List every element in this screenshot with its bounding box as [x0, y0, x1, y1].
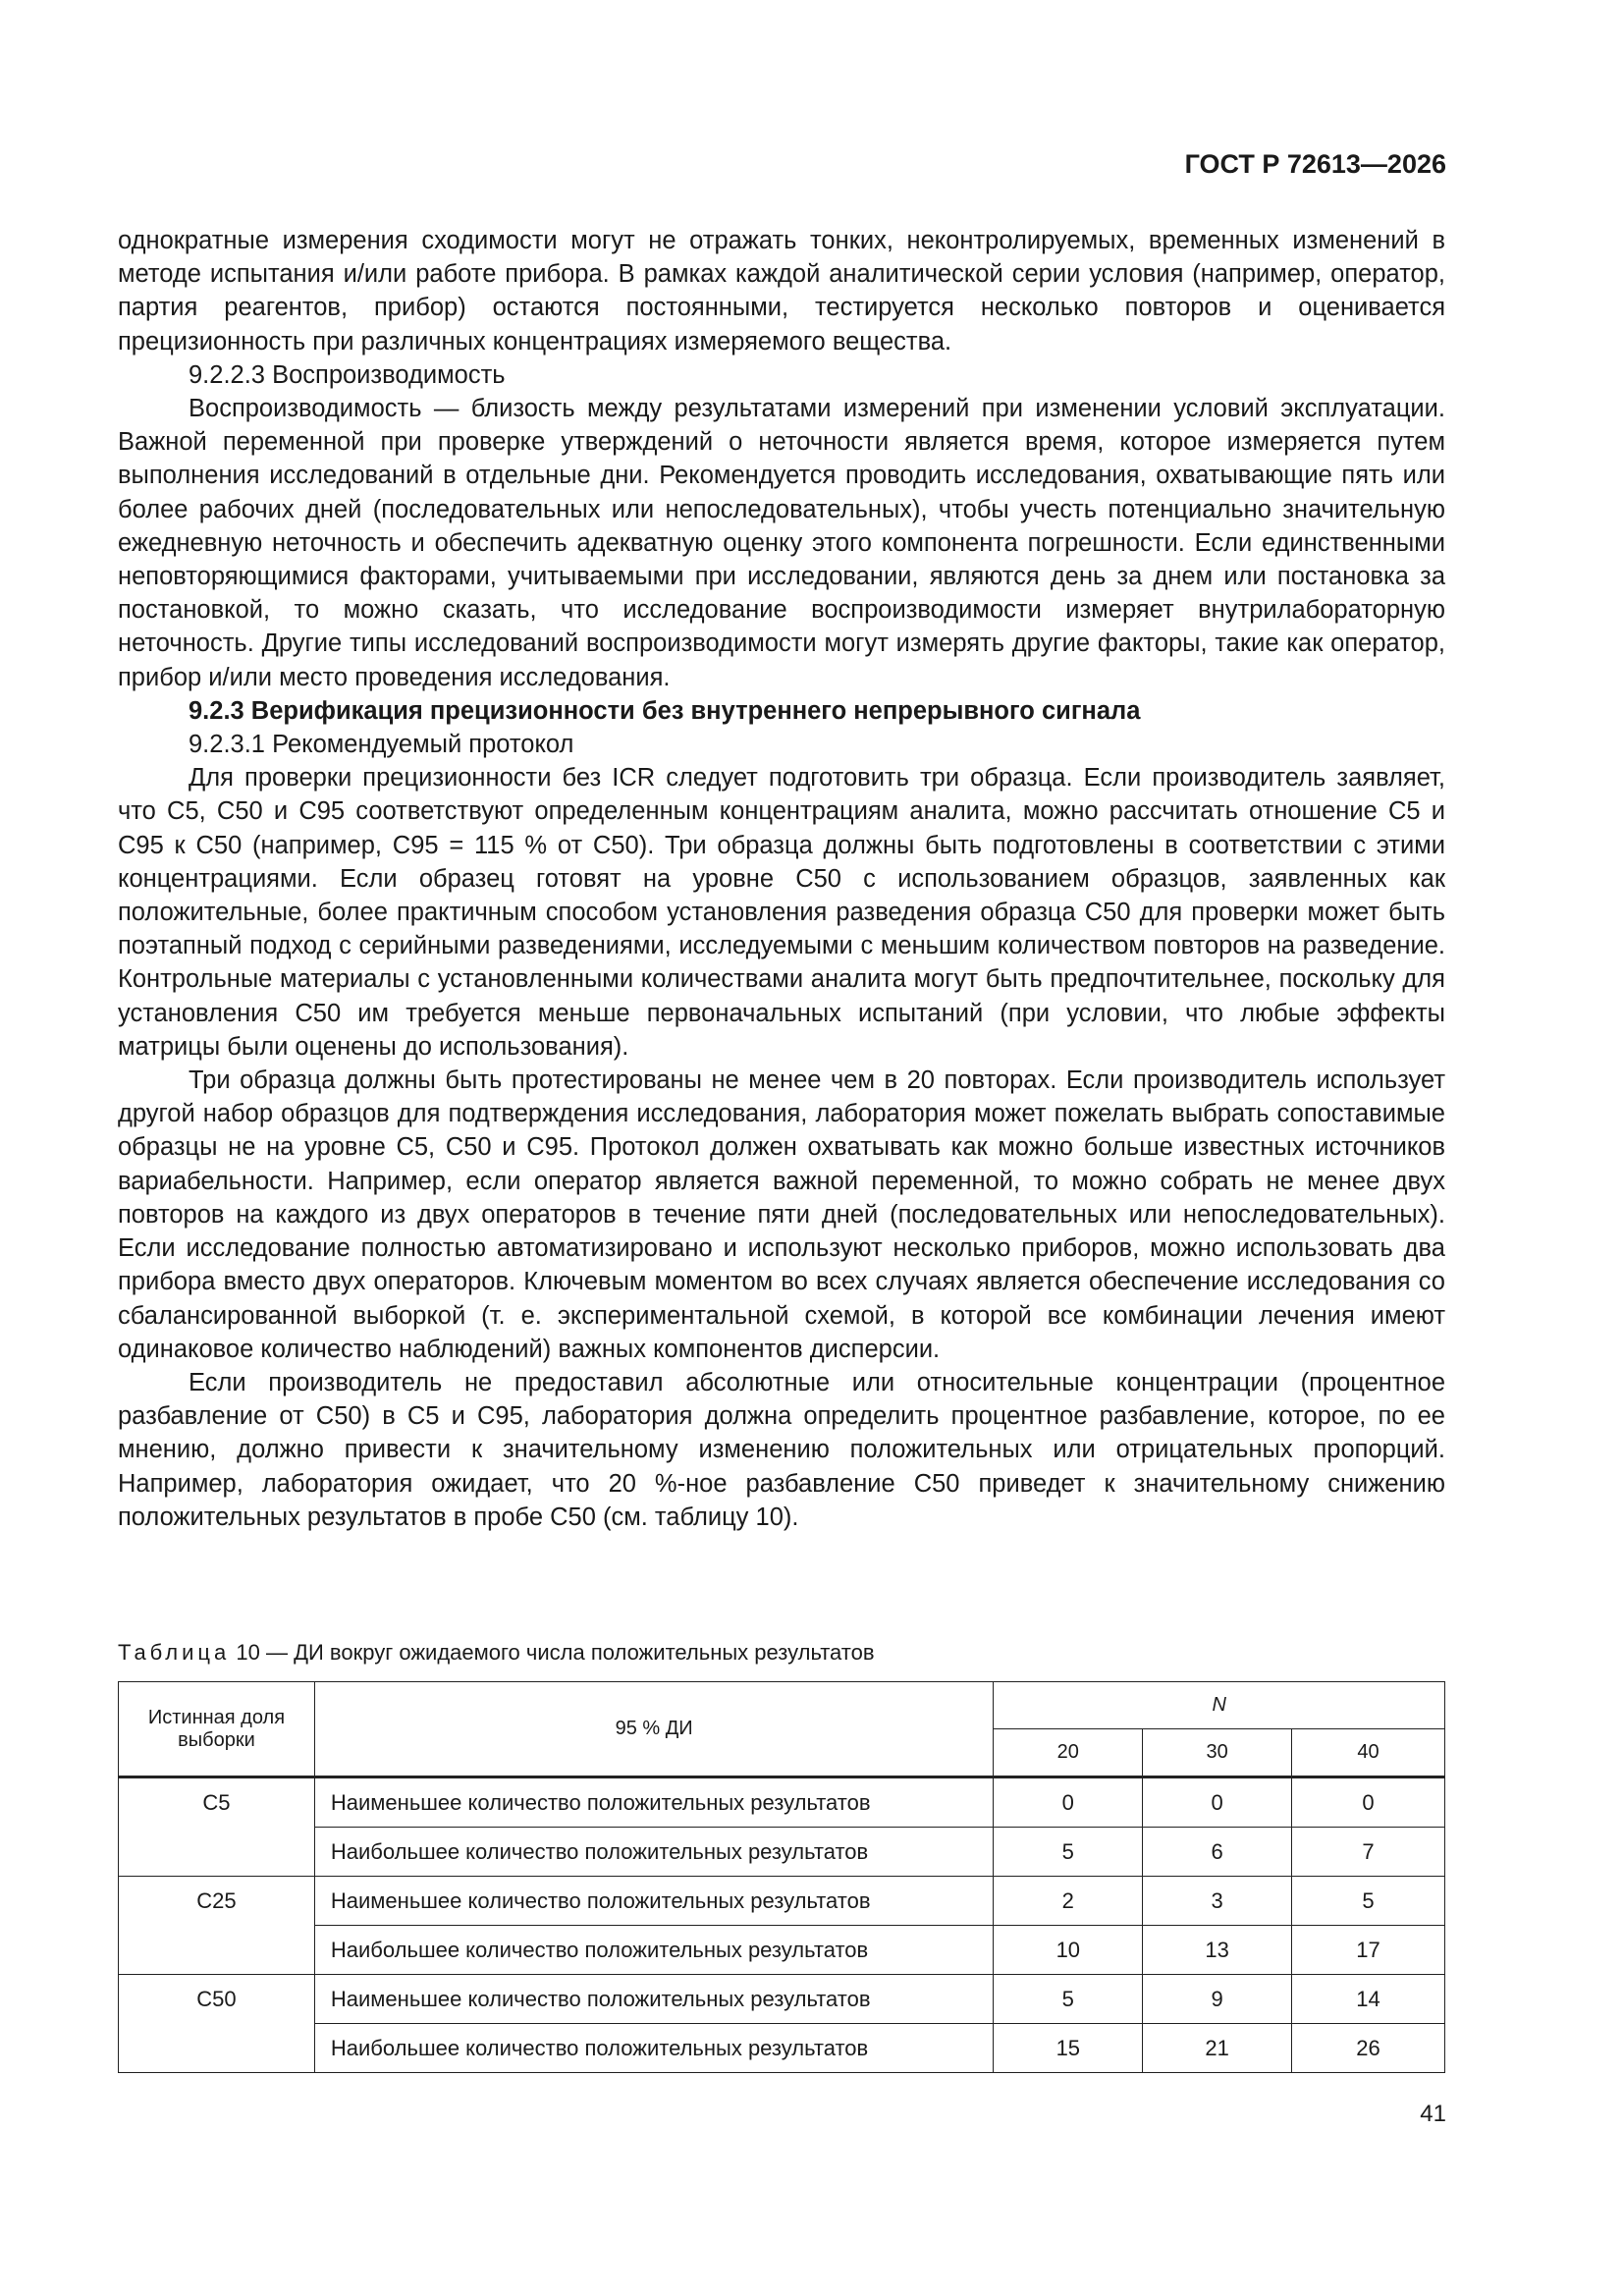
row-label: Наименьшее количество положительных результатов [314, 1975, 993, 2024]
table-row [119, 1975, 1445, 2024]
row-label: Наименьшее количество положительных результатов [314, 1777, 993, 1828]
value-cell: 0 [1292, 1777, 1445, 1828]
table-caption [118, 1640, 875, 1666]
paragraph: однократные измерения сходимости могут не отражать тонких, неконтролируемых, временных изменений в методе испытания и/или работе прибора. В рамках каждой аналитической серии условия (например, оператор, партия реагентов, прибор) остаются постоянными, тестируется несколько повторов и оценивается прецизионность при различных концентрациях измеряемого вещества. [118, 227, 1445, 355]
row-label: Наибольшее количество положительных результатов [314, 1926, 993, 1975]
header-sample-fraction: Истинная доля выборки [119, 1682, 315, 1777]
row-label: Наименьшее количество положительных результатов [314, 1877, 993, 1926]
value-cell: 5 [1292, 1877, 1445, 1926]
paragraph: Три образца должны быть протестированы не менее чем в 20 повторах. Если производитель использует другой набор образцов для подтверждения исследования, лаборатория может пожелать выбрать сопоставимые образцы не на уровне C5, C50 и C95. Протокол должен охватывать как можно больше известных источников вариабельности. Например, если оператор является важной переменной, то можно собрать не менее двух повторов на каждого из двух операторов в течение пяти дней (последовательных или непоследовательных). Если исследование полностью автоматизировано и используют несколько приборов, можно использовать два прибора вместо двух операторов. Ключевым моментом во всех случаях является обеспечение исследования со сбалансированной выборкой (т. е. экспериментальной схемой, в которой все комбинации лечения имеют одинаковое количество наблюдений) важных компонентов дисперсии. [118, 1066, 1445, 1363]
table-row [119, 1926, 1445, 1975]
table-caption-label: Таблица [118, 1640, 231, 1665]
row-label: Наибольшее количество положительных результатов [314, 2024, 993, 2073]
table-row [119, 1877, 1445, 1926]
value-cell: 26 [1292, 2024, 1445, 2073]
value-cell: 0 [994, 1777, 1143, 1828]
value-cell: 5 [994, 1975, 1143, 2024]
section-subheading: 9.2.2.3 Воспроизводимость [189, 360, 506, 389]
document-header: ГОСТ Р 72613—2026 [1184, 149, 1446, 179]
value-cell: 14 [1292, 1975, 1445, 2024]
table-row [119, 1777, 1445, 1828]
header-n-value: 40 [1292, 1729, 1445, 1777]
ci-table [118, 1681, 1445, 2073]
value-cell: 6 [1143, 1828, 1292, 1877]
page-number: 41 [1420, 2101, 1446, 2127]
header-n-value: 30 [1143, 1729, 1292, 1777]
section-subheading: 9.2.3.1 Рекомендуемый протокол [189, 731, 574, 759]
value-cell: 3 [1143, 1877, 1292, 1926]
header-ci: 95 % ДИ [314, 1682, 993, 1777]
sample-cell: C5 [119, 1777, 315, 1877]
table-caption-text: 10 — ДИ вокруг ожидаемого числа положительных результатов [236, 1640, 875, 1665]
table-row [119, 2024, 1445, 2073]
row-label: Наибольшее количество положительных результатов [314, 1828, 993, 1877]
paragraph: Воспроизводимость — близость между результатами измерений при изменении условий эксплуатации. Важной переменной при проверке утверждений о неточности является время, которое измеряется путем выполнения исследований в отдельные дни. Рекомендуется проводить исследования, охватывающие пять или более рабочих дней (последовательных или непоследовательных), чтобы учесть потенциально значительную ежедневную неточность и обеспечить адекватную оценку этого компонента погрешности. Если единственными неповторяющимися факторами, учитываемыми при исследовании, являются день за днем или постановка за постановкой, то можно сказать, что исследование воспроизводимости измеряет внутрилабораторную неточность. Другие типы исследований воспроизводимости могут измерять другие факторы, такие как оператор, прибор и/или место проведения исследования. [118, 395, 1445, 691]
value-cell: 10 [994, 1926, 1143, 1975]
paragraph: Если производитель не предоставил абсолютные или относительные концентрации (процентное разбавление от C50) в C5 и C95, лаборатория должна определить процентное разбавление, которое, по ее мнению, должно привести к значительному изменению положительных или отрицательных пропорций. Например, лаборатория ожидает, что 20 %-ное разбавление C50 приведет к значительному снижению положительных результатов в пробе C50 (см. таблицу 10). [118, 1368, 1445, 1531]
paragraph: Для проверки прецизионности без ICR следует подготовить три образца. Если производитель заявляет, что C5, C50 и C95 соответствуют определенным концентрациям аналита, можно рассчитать отношение C5 и C95 к C50 (например, C95 = 115 % от C50). Три образца должны быть подготовлены в соответствии с этими концентрациями. Если образец готовят на уровне C50 с использованием образцов, заявленных как положительные, более практичным способом установления разведения образца C50 для проверки может быть поэтапный подход с серийными разведениями, исследуемыми с меньшим количеством повторов на разведение. Контрольные материалы с установленными количествами аналита могут быть предпочтительнее, поскольку для установления C50 им требуется меньше первоначальных испытаний (при условии, что любые эффекты матрицы были оценены до использования). [118, 764, 1445, 1061]
value-cell: 2 [994, 1877, 1143, 1926]
value-cell: 17 [1292, 1926, 1445, 1975]
value-cell: 0 [1143, 1777, 1292, 1828]
header-n: N [994, 1682, 1445, 1729]
header-n-value: 20 [994, 1729, 1143, 1777]
body-text [118, 224, 1445, 1534]
value-cell: 9 [1143, 1975, 1292, 2024]
section-heading: 9.2.3 Верификация прецизионности без внутреннего непрерывного сигнала [189, 696, 1141, 725]
value-cell: 7 [1292, 1828, 1445, 1877]
table-row [119, 1828, 1445, 1877]
value-cell: 15 [994, 2024, 1143, 2073]
value-cell: 13 [1143, 1926, 1292, 1975]
value-cell: 5 [994, 1828, 1143, 1877]
sample-cell: C25 [119, 1877, 315, 1975]
value-cell: 21 [1143, 2024, 1292, 2073]
sample-cell: C50 [119, 1975, 315, 2073]
